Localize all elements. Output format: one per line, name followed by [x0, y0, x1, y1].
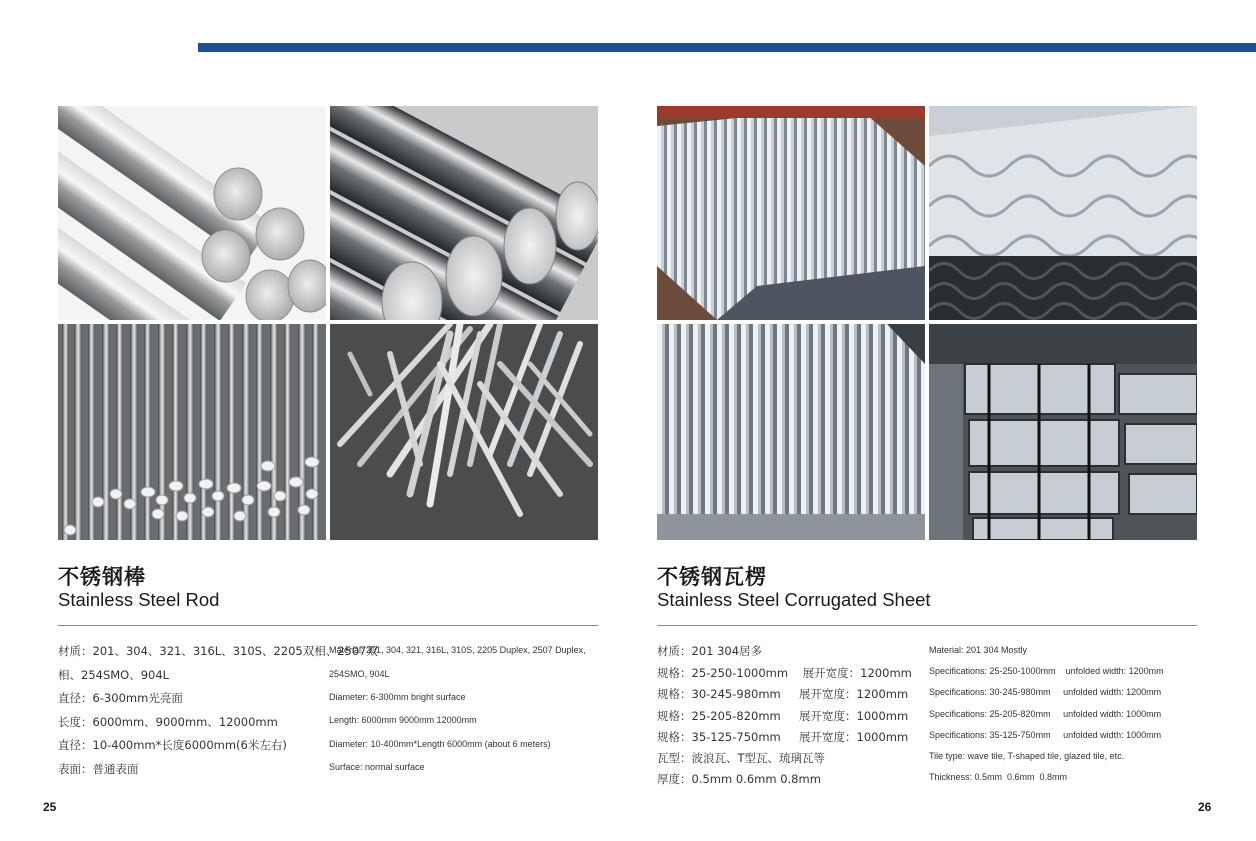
header-accent-bar: [198, 43, 1256, 52]
photo-corrugated-stack: [657, 106, 925, 320]
left-spec-en-2: 254SMO, 904L: [329, 669, 390, 679]
left-title-cn: 不锈钢棒: [58, 565, 146, 589]
right-spec-cn-7: 厚度：0.5mm 0.6mm 0.8mm: [657, 772, 821, 786]
left-spec-en-5: Diameter: 10-400mm*Length 6000mm (about 6 meters): [329, 739, 551, 749]
photo-corrugated-sheet-flat: [657, 324, 925, 540]
photo-corrugated-wave: [929, 106, 1197, 320]
left-spec-en-4: Length: 6000mm 9000mm 12000mm: [329, 715, 477, 725]
left-spec-en-6: Surface: normal surface: [329, 762, 425, 772]
photo-rods-scattered: [330, 324, 598, 540]
right-spec-en-6: Tile type: wave tile, T-shaped tile, glazed tile, etc.: [929, 751, 1125, 761]
page-number-left: 25: [43, 800, 57, 814]
left-spec-cn-2: 相、254SMO、904L: [58, 668, 170, 682]
right-title-en: Stainless Steel Corrugated Sheet: [657, 589, 931, 610]
right-spec-cn-6: 瓦型：波浪瓦、T型瓦、琉璃瓦等: [657, 751, 826, 765]
left-divider: [58, 625, 598, 626]
right-spec-cn-5: 规格：35-125-750mm 展开宽度：1000mm: [657, 730, 909, 744]
photo-rods-bundle-ends: [58, 324, 326, 540]
photo-rods-closeup: [330, 106, 598, 320]
right-spec-cn-4: 规格：25-205-820mm 展开宽度：1000mm: [657, 709, 909, 723]
right-spec-cn-3: 规格：30-245-980mm 展开宽度：1200mm: [657, 687, 909, 701]
right-spec-en-1: Material: 201 304 Mostly: [929, 645, 1028, 655]
left-spec-cn-6: 表面：普通表面: [58, 762, 139, 776]
right-spec-cn-2: 规格：25-250-1000mm 展开宽度：1200mm: [657, 666, 912, 680]
photo-rods-stacked: [58, 106, 326, 320]
page-number-right: 26: [1198, 800, 1212, 814]
right-spec-en-2: Specifications: 25-250-1000mm unfolded width: 1200mm: [929, 666, 1164, 676]
right-spec-en-5: Specifications: 35-125-750mm unfolded width: 1000mm: [929, 730, 1162, 740]
right-spec-en-3: Specifications: 30-245-980mm unfolded width: 1200mm: [929, 687, 1162, 697]
left-spec-en-1: Material: 201, 304, 321, 316L, 310S, 2205 Duplex, 2507 Duplex,: [329, 645, 586, 655]
left-title-en: Stainless Steel Rod: [58, 589, 220, 610]
left-spec-en-3: Diameter: 6-300mm bright surface: [329, 692, 466, 702]
right-spec-cn-1: 材质：201 304居多: [657, 644, 763, 658]
right-spec-en-7: Thickness: 0.5mm 0.6mm 0.8mm: [929, 772, 1068, 782]
right-title-cn: 不锈钢瓦楞: [657, 565, 767, 589]
right-spec-en-4: Specifications: 25-205-820mm unfolded width: 1000mm: [929, 709, 1162, 719]
right-divider: [657, 625, 1197, 626]
left-spec-cn-3: 直径：6-300mm光亮面: [58, 691, 183, 705]
photo-coils-warehouse: [929, 324, 1197, 540]
left-spec-cn-4: 长度：6000mm、9000mm、12000mm: [58, 715, 278, 729]
left-spec-cn-1: 材质：201、304、321、316L、310S、2205双相、2507双: [58, 644, 378, 658]
left-spec-cn-5: 直径：10-400mm*长度6000mm(6米左右): [58, 738, 287, 752]
